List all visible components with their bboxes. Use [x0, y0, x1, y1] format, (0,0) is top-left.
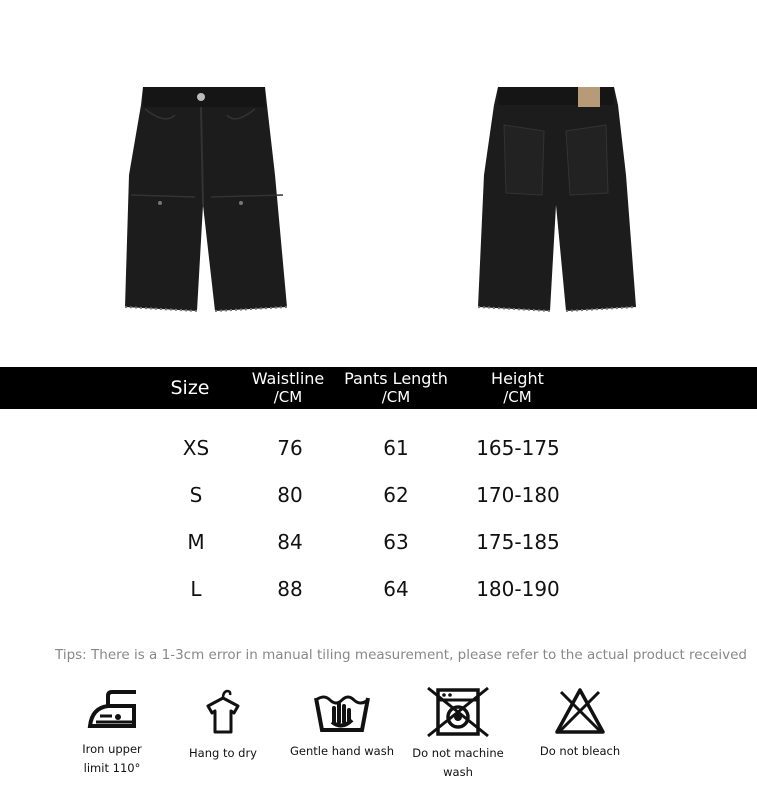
header-waistline: Waistline /CM [251, 369, 325, 406]
height-cell: 180-190 [476, 577, 560, 601]
measurement-tips: Tips: There is a 1-3cm error in manual tiling measurement, please refer to the actual product received [55, 647, 747, 663]
care-label-no-bleach: Do not bleach [539, 744, 621, 758]
header-size: Size [170, 377, 210, 399]
hanger-shirt-icon [198, 686, 248, 738]
care-item-iron [52, 686, 172, 778]
size-table-header [0, 367, 757, 409]
care-item-hang [163, 686, 283, 763]
pants-length-cell: 64 [383, 577, 409, 601]
iron-icon [82, 686, 142, 734]
pants-length-cell: 62 [383, 483, 409, 507]
header-pants-length: Pants Length /CM [344, 369, 448, 406]
height-cell: 165-175 [476, 436, 560, 460]
table-row [0, 436, 757, 466]
product-photos [0, 0, 757, 360]
table-row [0, 577, 757, 607]
waistline-cell: 76 [277, 436, 303, 460]
no-machine-wash-icon [426, 686, 490, 738]
shorts-front-image [115, 85, 290, 320]
header-height: Height /CM [491, 369, 544, 406]
size-cell: M [187, 530, 205, 554]
table-row [0, 530, 757, 560]
height-cell: 175-185 [476, 530, 560, 554]
care-item-no-bleach [520, 686, 640, 761]
shorts-back-image [474, 85, 639, 320]
care-label-no-machine-wash: Do not machine wash [412, 746, 504, 779]
care-label-iron: Iron upper limit 110° [82, 742, 142, 775]
table-row [0, 483, 757, 513]
waistline-cell: 80 [277, 483, 303, 507]
waistline-cell: 88 [277, 577, 303, 601]
size-cell: L [190, 577, 202, 601]
hand-wash-icon [312, 686, 372, 736]
pants-length-cell: 63 [383, 530, 409, 554]
height-cell: 170-180 [476, 483, 560, 507]
care-item-hand-wash [282, 686, 402, 761]
size-cell: S [189, 483, 203, 507]
care-item-no-machine-wash [398, 686, 518, 782]
care-label-hang: Hang to dry [189, 746, 257, 760]
waistline-cell: 84 [277, 530, 303, 554]
pants-length-cell: 61 [383, 436, 409, 460]
care-label-hand-wash: Gentle hand wash [289, 744, 395, 758]
size-cell: XS [182, 436, 210, 460]
no-bleach-icon [553, 686, 607, 736]
